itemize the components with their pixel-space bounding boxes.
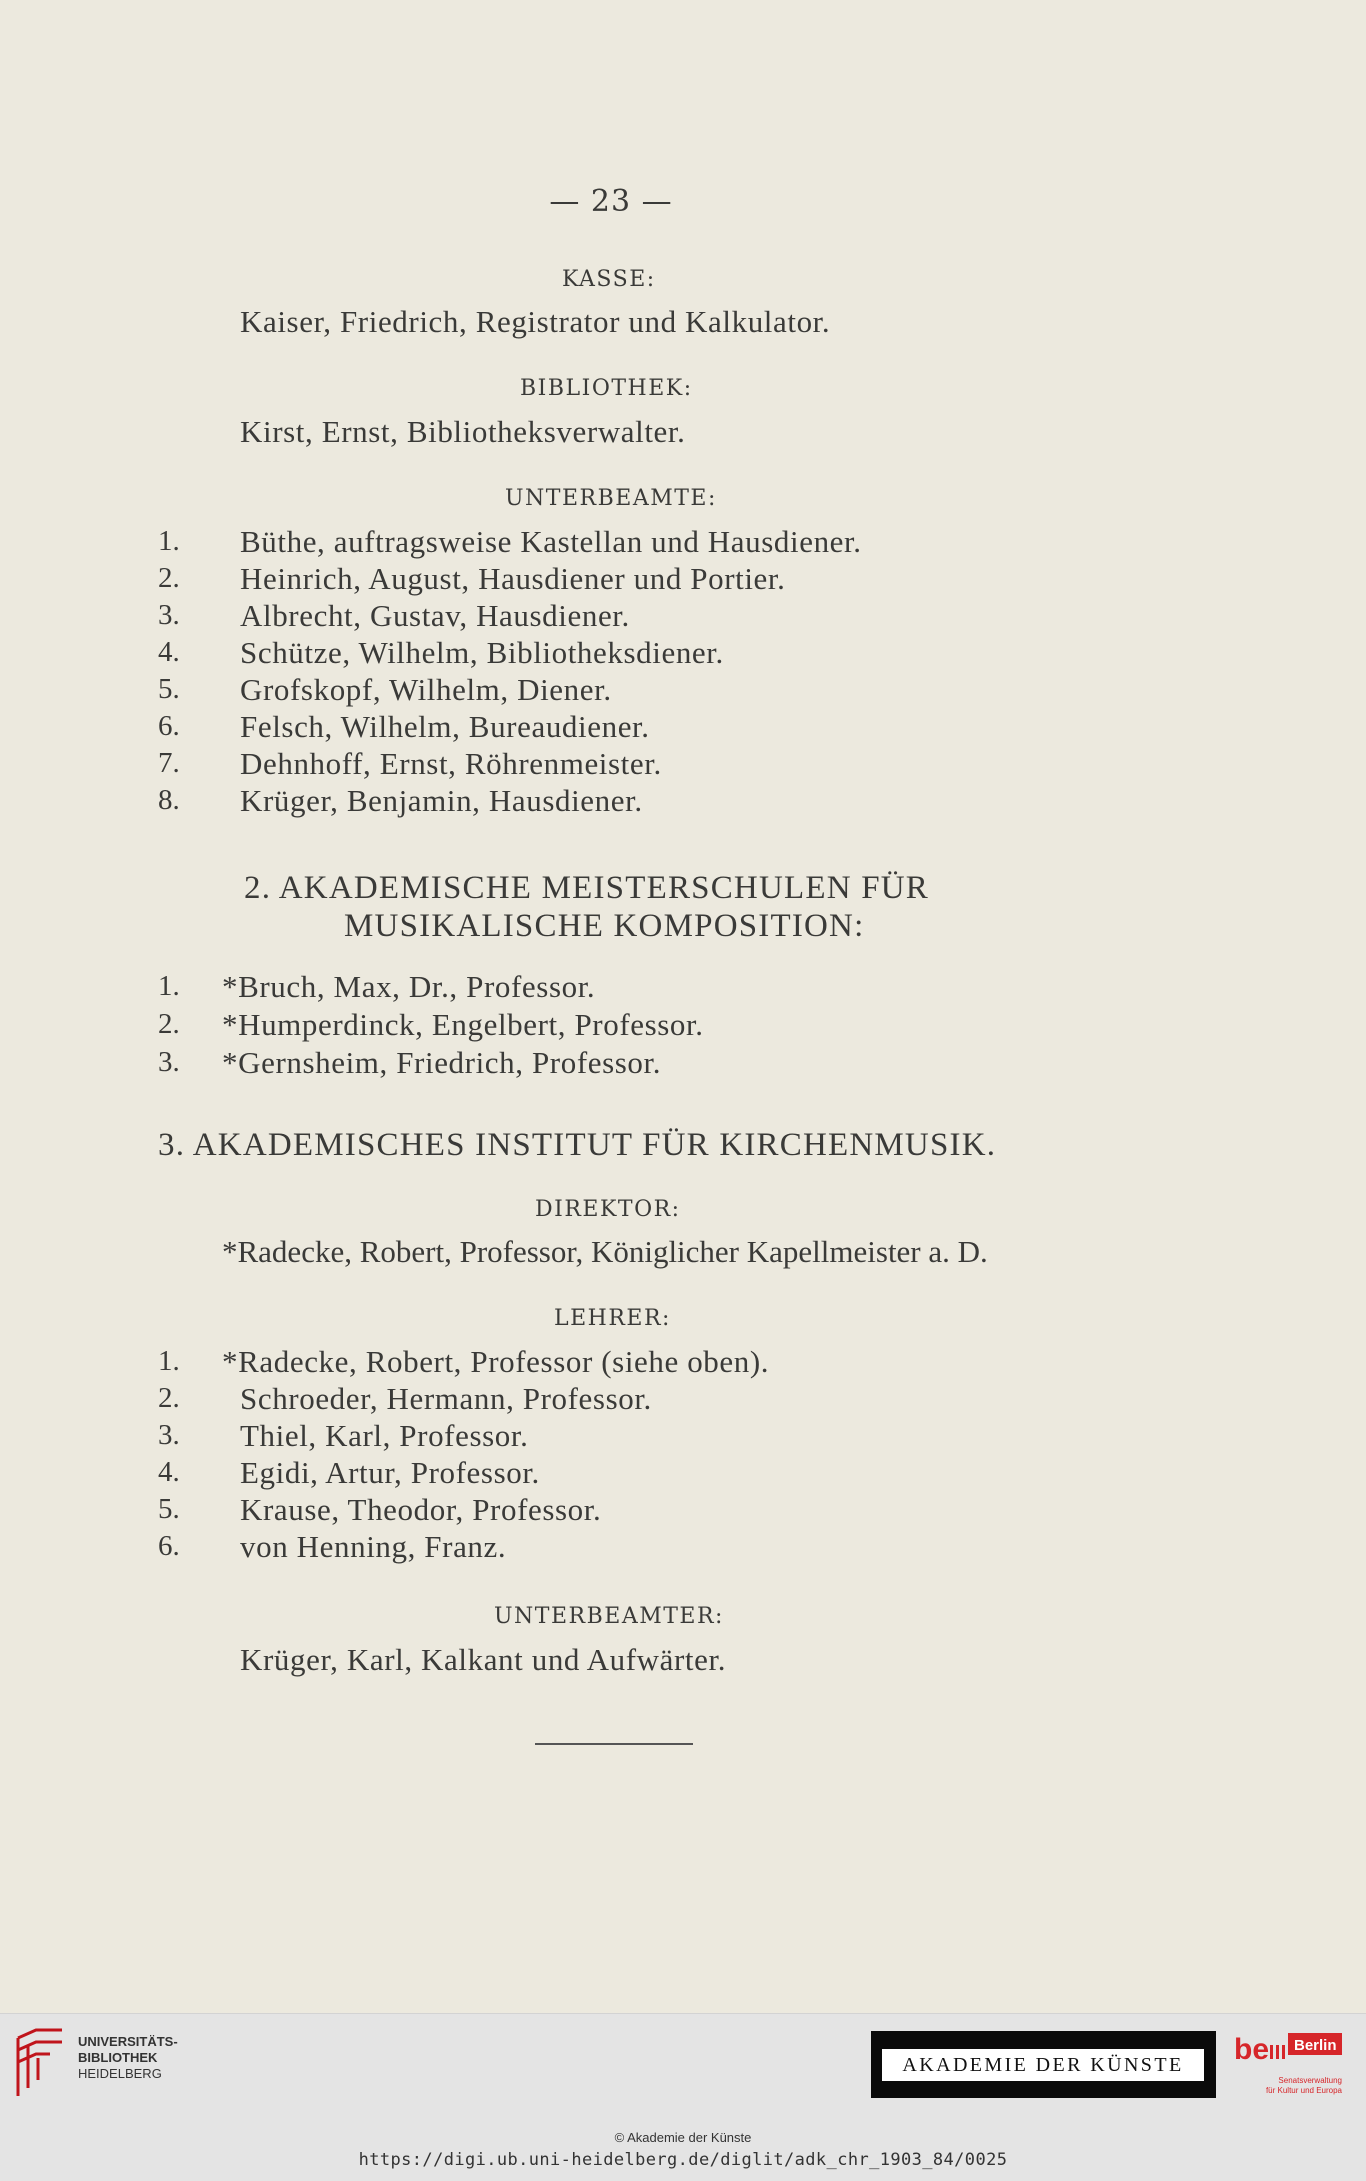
list-item-number: 2.	[158, 562, 180, 594]
section-3-title: 3. AKADEMISCHES INSTITUT FÜR KIRCHENMUSIK.	[158, 1127, 997, 1163]
list-item-number: 6.	[158, 710, 180, 742]
copyright-notice: © Akademie der Künste	[614, 2130, 752, 2145]
list-item: Krüger, Benjamin, Hausdiener.	[240, 783, 643, 818]
list-item-number: 7.	[158, 747, 180, 779]
be-logo-sub1: Senatsverwaltung	[1278, 2076, 1342, 2085]
list-item: Felsch, Wilhelm, Bureaudiener.	[240, 709, 650, 744]
permalink-url[interactable]: https://digi.ub.uni-heidelberg.de/diglit/adk_chr_1903_84/0025	[358, 2150, 1008, 2170]
list-item: Heinrich, August, Hausdiener und Portier.	[240, 561, 786, 596]
section-2-title-line1: 2. AKADEMISCHE MEISTERSCHULEN FÜR	[244, 870, 929, 906]
akademie-der-kuenste-label: AKADEMIE DER KÜNSTE	[882, 2049, 1204, 2081]
be-logo-text: be	[1234, 2033, 1270, 2066]
list-item-number: 8.	[158, 784, 180, 816]
list-item-number: 2.	[158, 1382, 180, 1414]
list-item: von Henning, Franz.	[240, 1529, 507, 1564]
list-item-number: 3.	[158, 599, 180, 631]
list-item: Thiel, Karl, Professor.	[240, 1418, 529, 1453]
list-item-number: 5.	[158, 673, 180, 705]
bibliothek-line: Kirst, Ernst, Bibliotheksverwalter.	[240, 414, 686, 449]
list-item-number: 2.	[158, 1008, 180, 1040]
list-item: *Bruch, Max, Dr., Professor.	[222, 969, 596, 1004]
be-logo-city: Berlin	[1294, 2037, 1337, 2054]
kasse-line: Kaiser, Friedrich, Registrator und Kalkulator.	[240, 304, 831, 339]
kasse-heading: KASSE:	[562, 267, 656, 292]
list-item: *Gernsheim, Friedrich, Professor.	[222, 1045, 662, 1080]
list-item-number: 4.	[158, 636, 180, 668]
list-item-number: 1.	[158, 970, 180, 1002]
list-item-number: 5.	[158, 1493, 180, 1525]
list-item-number: 3.	[158, 1419, 180, 1451]
list-item-number: 1.	[158, 1345, 180, 1377]
unterbeamter-heading: UNTERBEAMTER:	[494, 1604, 724, 1629]
closing-rule	[535, 1743, 693, 1745]
be-berlin-logo-icon[interactable]	[1232, 2029, 1344, 2105]
list-item: *Humperdinck, Engelbert, Professor.	[222, 1007, 704, 1042]
list-item: Egidi, Artur, Professor.	[240, 1455, 540, 1490]
list-item: Krause, Theodor, Professor.	[240, 1492, 602, 1527]
list-item: Büthe, auftragsweise Kastellan und Hausdiener.	[240, 524, 862, 559]
bibliothek-heading: BIBLIOTHEK:	[520, 376, 693, 401]
direktor-heading: DIREKTOR:	[535, 1197, 681, 1222]
ub-line1: UNIVERSITÄTS-	[78, 2034, 178, 2049]
akademie-der-kuenste-logo[interactable]	[871, 2031, 1216, 2098]
list-item: Grofskopf, Wilhelm, Diener.	[240, 672, 612, 707]
ub-line3: HEIDELBERG	[78, 2066, 162, 2081]
list-item: *Radecke, Robert, Professor (siehe oben).	[222, 1344, 770, 1379]
page-number: — 23 —	[549, 184, 673, 219]
unterbeamte-heading: UNTERBEAMTE:	[505, 486, 717, 511]
unterbeamter-line: Krüger, Karl, Kalkant und Aufwärter.	[240, 1642, 727, 1677]
direktor-line: *Radecke, Robert, Professor, Königlicher Kapellmeister a. D.	[222, 1234, 988, 1269]
list-item-number: 6.	[158, 1530, 180, 1562]
list-item: Dehnhoff, Ernst, Röhrenmeister.	[240, 746, 662, 781]
list-item-number: 4.	[158, 1456, 180, 1488]
section-2-title-line2: MUSIKALISCHE KOMPOSITION:	[344, 908, 865, 944]
ub-line2: BIBLIOTHEK	[78, 2050, 158, 2065]
list-item-number: 1.	[158, 525, 180, 557]
ub-heidelberg-logo-icon[interactable]	[14, 2028, 66, 2098]
list-item: Schroeder, Hermann, Professor.	[240, 1381, 652, 1416]
be-logo-sub2: für Kultur und Europa	[1265, 2086, 1342, 2095]
list-item: Schütze, Wilhelm, Bibliotheksdiener.	[240, 635, 724, 670]
ub-heidelberg-wordmark[interactable]	[78, 2034, 178, 2082]
lehrer-heading: LEHRER:	[554, 1306, 671, 1331]
list-item-number: 3.	[158, 1046, 180, 1078]
list-item: Albrecht, Gustav, Hausdiener.	[240, 598, 630, 633]
